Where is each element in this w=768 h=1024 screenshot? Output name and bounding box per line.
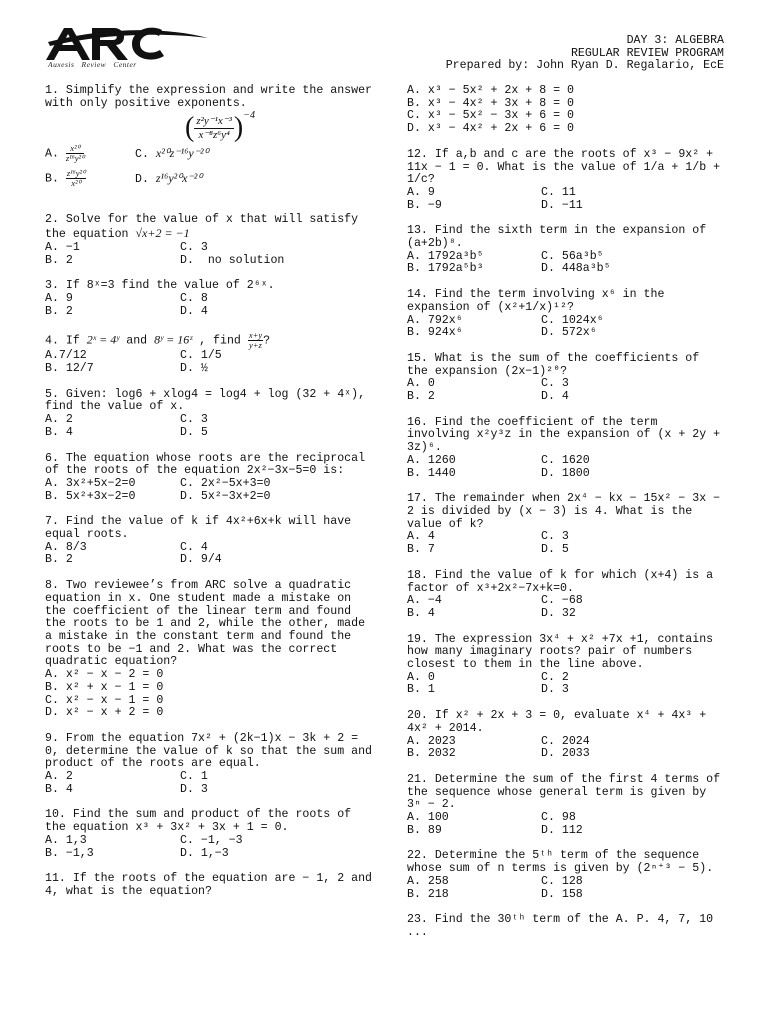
question-5	[45, 389, 375, 440]
option-c: C. 2	[541, 670, 569, 684]
option-d: D. 4	[541, 390, 569, 404]
option-c: C. 1024x⁶	[541, 313, 604, 327]
options	[45, 771, 375, 796]
option-c: C. x²⁰z⁻¹⁶y⁻²⁰	[135, 145, 209, 161]
question-23	[407, 914, 727, 939]
option-c: C. 11	[541, 185, 576, 199]
option-d: D. 112	[541, 823, 583, 837]
option-a: A. 4	[407, 530, 435, 544]
question-6	[45, 453, 375, 504]
option-a: A. x³ − 5x² + 2x + 8 = 0	[407, 84, 574, 97]
option-a: A. −4	[407, 594, 442, 608]
question-text: 15. What is the sum of the coefficients of the expansion (2x−1)²⁰?	[407, 351, 700, 378]
option-a: A. x² − x − 2 = 0	[45, 668, 164, 682]
question-text: 5. Given: log6 + xlog4 = log4 + log (32 + 4ˣ), find the value of x.	[45, 387, 366, 414]
options	[45, 414, 375, 439]
options	[45, 542, 375, 567]
option-c: C. −1, −3	[180, 833, 243, 847]
question-2	[45, 214, 375, 267]
option-d: D. 1,−3	[180, 846, 229, 860]
option-a: A. 1260	[407, 453, 456, 467]
options	[407, 876, 727, 901]
question-19	[407, 634, 727, 698]
option-a: A.7/12	[45, 349, 87, 363]
expr-denominator: x⁻⁸z⁶y⁴	[198, 128, 230, 141]
question-text: 9. From the equation 7x² + (2k−1)x − 3k + 2 = 0, determine the value of k so that the sum and product of the roots are equal.	[45, 731, 372, 771]
option-a: A. 2	[45, 770, 73, 784]
option-d: D. 2033	[541, 747, 590, 761]
option-c: C. 8	[180, 291, 208, 305]
question-text: 14. Find the term involving x⁶ in the expansion of (x²+1/x)¹²?	[407, 288, 665, 314]
option-a: A. 0	[407, 377, 435, 391]
option-d: D. x³ − 4x² + 2x + 6 = 0	[407, 122, 574, 136]
question-text: 2. Solve for the value of x that will satisfy the equation √x+2 = −1	[45, 213, 359, 242]
option-a: A. 1792a³b⁵	[407, 249, 484, 263]
options	[45, 350, 375, 375]
option-a: A. 0	[407, 670, 435, 684]
option-b: B. 4	[45, 425, 73, 439]
option-d: D. 32	[541, 606, 576, 620]
question-text: 12. If a,b and c are the roots of x³ − 9x² + 11x − 1 = 0. What is the value of 1/a + 1/b + 1/c?	[407, 147, 721, 187]
option-b: B. −9	[407, 198, 442, 212]
question-20	[407, 710, 727, 761]
option-b: B. x³ − 4x² + 3x + 8 = 0	[407, 96, 574, 110]
header-program: REGULAR REVIEW PROGRAM	[570, 46, 724, 60]
question-text: 4. If 2ˣ = 4ʸ and 8ʸ = 16ᶻ , find $\frac{x+y}{y+z}$ ?	[45, 330, 271, 351]
option-b: B. $\frac{\text{z¹⁶y²⁰}}{\text{x²⁰}}$	[45, 168, 86, 189]
option-b: B. 924x⁶	[407, 326, 463, 340]
question-text: 22. Determine the 5ᵗʰ term of the sequence whose sum of n terms is given by (2ⁿ⁺³ − 5).	[407, 849, 714, 876]
option-d: D. 5	[541, 543, 569, 557]
question-text: 20. If x² + 2x + 3 = 0, evaluate x⁴ + 4x³ + 4x² + 2014.	[407, 709, 707, 735]
options	[407, 736, 727, 761]
option-a: A. 1,3	[45, 833, 87, 847]
option-b: B. x² + x − 1 = 0	[45, 680, 164, 694]
options	[407, 531, 727, 556]
option-c: C. 3	[541, 530, 569, 544]
question-text: 16. Find the coefficient of the term involving x²y³z in the expansion of (x + 2y + 3z)⁶.	[407, 415, 721, 455]
header-title: DAY 3: ALGEBRA	[626, 34, 724, 47]
option-b: B. 1	[407, 683, 435, 697]
option-c: C. −68	[541, 594, 583, 608]
option-b: B. 5x²+3x−2=0	[45, 489, 136, 503]
question-11-options	[407, 85, 727, 136]
option-c: C. 98	[541, 811, 576, 825]
question-1-expression: ( $\frac{\text{z²y⁻¹x⁻³}}{\text{x⁻⁸z⁶y⁴}})-4$	[185, 110, 255, 144]
option-d: D. 9/4	[180, 553, 222, 567]
question-4	[45, 331, 375, 375]
equation: √x+2 = −1	[135, 226, 190, 241]
option-b: B. 1792a⁵b³	[407, 262, 484, 276]
question-text: 21. Determine the sum of the first 4 terms of the sequence whose general term is given by 3ⁿ − 2.	[407, 772, 721, 812]
document-header	[446, 35, 724, 73]
question-15	[407, 353, 727, 404]
question-13	[407, 225, 727, 276]
question-text: 6. The equation whose roots are the reciprocal of the roots of the equation 2x²−3x−5=0 is:	[45, 451, 366, 478]
question-21	[407, 774, 727, 838]
option-d: D. 572x⁶	[541, 326, 597, 340]
question-text: 8. Two reviewee’s from ARC solve a quadratic equation in x. One student made a mistake on the coefficient of the linear term and found the roots to be 1 and 2, while the other, made a mistake in the constant term and found the roots to be −1 and 2. What was the correct quadratic equation?	[45, 579, 366, 669]
option-b: B. 2	[45, 553, 73, 567]
option-a: A. 9	[45, 291, 73, 305]
options	[407, 251, 727, 276]
option-b: B. 2	[45, 253, 73, 267]
option-c: C. 3	[180, 240, 208, 254]
option-a: A. 258	[407, 874, 449, 888]
option-c: C. x³ − 5x² − 3x + 6 = 0	[407, 109, 574, 123]
option-c: C. 1/5	[180, 349, 222, 363]
options	[407, 315, 727, 340]
question-text: 10. Find the sum and product of the roots of the equation x³ + 3x² + 3x + 1 = 0.	[45, 808, 352, 835]
question-22	[407, 850, 727, 901]
question-text: 18. Find the value of k for which (x+4) is a factor of x³+2x²−7x+k=0.	[407, 568, 714, 595]
option-d: D. 5	[180, 425, 208, 439]
option-d: D. z¹⁶y²⁰x⁻²⁰	[135, 170, 203, 186]
options-row-2	[45, 169, 375, 188]
question-text: 13. Find the sixth term in the expansion of (a+2b)⁸.	[407, 224, 707, 251]
option-a: A. 2	[45, 413, 73, 427]
option-d: D. −11	[541, 198, 583, 212]
option-b: B. 218	[407, 887, 449, 901]
options-row-1	[45, 144, 375, 163]
options	[407, 455, 727, 480]
options	[45, 478, 375, 503]
options	[45, 242, 375, 267]
question-16	[407, 417, 727, 481]
option-b: B. 89	[407, 823, 442, 837]
options	[407, 378, 727, 403]
question-14	[407, 289, 727, 340]
question-17	[407, 493, 727, 557]
option-c: C. 4	[180, 540, 208, 554]
question-3	[45, 280, 375, 318]
options	[407, 672, 727, 697]
arc-logo-graphic	[42, 24, 212, 62]
question-1	[45, 85, 375, 188]
option-a: A. 100	[407, 811, 449, 825]
option-b: B. 2	[407, 390, 435, 404]
question-text: 7. Find the value of k if 4x²+6x+k will have equal roots.	[45, 515, 352, 542]
option-d: D. 448a³b⁵	[541, 262, 611, 276]
option-b: B. 7	[407, 543, 435, 557]
option-a: A. $\frac{\text{x²⁰}}{\text{z¹⁶y²⁰}}$	[45, 143, 85, 164]
left-column	[45, 85, 375, 912]
options	[45, 293, 375, 318]
option-b: B. 2032	[407, 747, 456, 761]
option-c: C. 128	[541, 874, 583, 888]
option-c: C. 3	[541, 377, 569, 391]
option-b: B. −1,3	[45, 846, 94, 860]
question-text: 23. Find the 30ᵗʰ term of the A. P. 4, 7, 10 ...	[407, 913, 714, 939]
option-a: A. −1	[45, 240, 80, 254]
option-c: C. 3	[180, 413, 208, 427]
options	[45, 835, 375, 860]
option-c: C. x² − x − 1 = 0	[45, 693, 164, 707]
option-a: A. 792x⁶	[407, 313, 463, 327]
question-12	[407, 149, 727, 213]
question-11	[45, 873, 375, 898]
option-d: D. 3	[541, 683, 569, 697]
option-d: D. 1800	[541, 466, 590, 480]
question-text: 1. Simplify the expression and write the answer with only positive exponents.	[45, 84, 372, 110]
option-d: D. 158	[541, 887, 583, 901]
option-c: C. 2x²−5x+3=0	[180, 476, 271, 490]
option-d: D. 4	[180, 304, 208, 318]
option-b: B. 1440	[407, 466, 456, 480]
question-8	[45, 580, 375, 720]
logo-tagline: Auxesis Review Center	[48, 60, 137, 69]
question-9	[45, 733, 375, 797]
question-text: 17. The remainder when 2x⁴ − kx − 15x² − 3x − 2 is divided by (x − 3) is 4. What is the value of k?	[407, 492, 721, 531]
question-text: 11. If the roots of the equation are − 1, 2 and 4, what is the equation?	[45, 872, 372, 898]
option-d: D. 5x²−3x+2=0	[180, 489, 271, 503]
options	[407, 595, 727, 620]
option-c: C. 2024	[541, 734, 590, 748]
question-10	[45, 809, 375, 860]
options	[407, 812, 727, 837]
option-d: D. ½	[180, 362, 208, 376]
option-d: D. no solution	[180, 253, 285, 267]
options	[407, 187, 727, 212]
option-b: B. 12/7	[45, 362, 94, 376]
question-7	[45, 516, 375, 567]
option-b: B. 2	[45, 304, 73, 318]
option-c: C. 56a³b⁵	[541, 249, 604, 263]
option-b: B. 4	[407, 606, 435, 620]
option-d: D. x² − x + 2 = 0	[45, 706, 164, 720]
question-text: 3. If 8ˣ=3 find the value of 2⁶ˣ.	[45, 279, 275, 293]
header-author: Prepared by: John Ryan D. Regalario, EcE	[445, 59, 724, 73]
option-a: A. 8/3	[45, 540, 87, 554]
expr-numerator: z²y⁻¹x⁻³	[196, 114, 232, 127]
option-c: C. 1	[180, 770, 208, 784]
option-b: B. 4	[45, 782, 73, 796]
option-d: D. 3	[180, 782, 208, 796]
question-18	[407, 570, 727, 621]
option-a: A. 9	[407, 185, 435, 199]
question-text: 19. The expression 3x⁴ + x² +7x +1, contains how many imaginary roots? pair of numbers closest to them in the line above.	[407, 632, 714, 672]
option-c: C. 1620	[541, 453, 590, 467]
expr-exponent: −4	[243, 110, 255, 122]
option-a: A. 3x²+5x−2=0	[45, 476, 136, 490]
arc-logo	[42, 24, 212, 76]
right-column	[407, 85, 727, 953]
option-a: A. 2023	[407, 734, 456, 748]
